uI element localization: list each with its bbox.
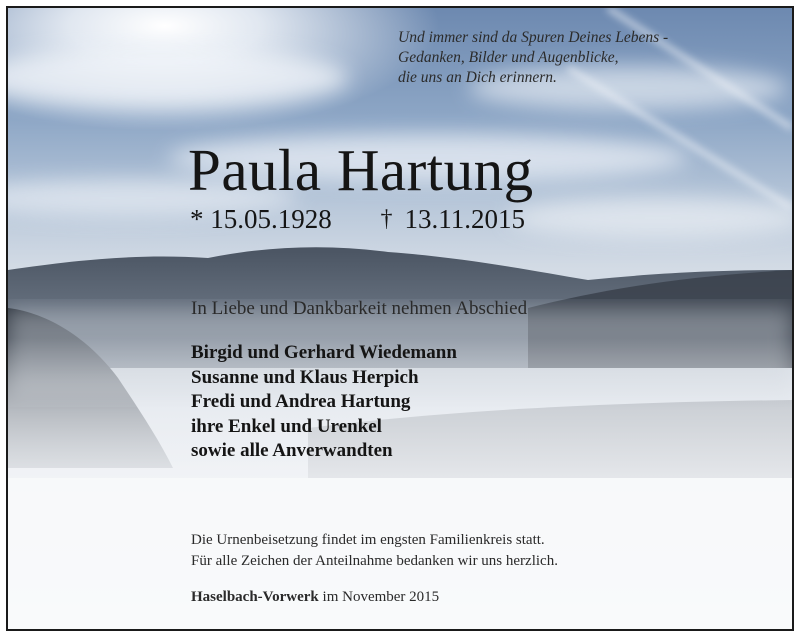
death-part: [381, 204, 526, 235]
mourners-list: [191, 341, 457, 464]
mourner-line: Birgid und Gerhard Wiedemann: [191, 342, 457, 363]
death-date: 13.11.2015: [404, 204, 525, 234]
obituary-notice: [6, 6, 794, 631]
closing-line: Für alle Zeichen der Anteilnahme bedanken wir uns herzlich.: [191, 553, 558, 569]
place-date: im November 2015: [322, 589, 440, 605]
life-dates: [190, 204, 525, 235]
verse-line: Und immer sind da Spuren Deines Lebens -: [398, 29, 669, 46]
farewell-intro: In Liebe und Dankbarkeit nehmen Abschied: [191, 298, 528, 319]
mourner-line: sowie alle Anverwandten: [191, 440, 393, 461]
verse-line: Gedanken, Bilder und Augenblicke,: [398, 49, 619, 66]
place-and-date: [191, 589, 439, 606]
mourner-line: ihre Enkel und Urenkel: [191, 415, 382, 437]
birth-part: [190, 204, 332, 235]
place-town: Haselbach-Vorwerk: [191, 589, 319, 605]
dagger-icon: †: [380, 206, 393, 232]
closing-line: Die Urnenbeisetzung findet im engsten Familienkreis statt.: [191, 532, 545, 548]
mourner-line: Fredi und Andrea Hartung: [191, 391, 411, 412]
memorial-verse: [398, 28, 668, 88]
birth-date: 15.05.1928: [210, 204, 332, 234]
deceased-name: Paula Hartung: [188, 137, 534, 203]
birth-star-icon: *: [190, 204, 204, 234]
closing-remarks: [191, 530, 558, 572]
mourner-line: Susanne und Klaus Herpich: [191, 366, 419, 388]
verse-line: die uns an Dich erinnern.: [398, 69, 557, 86]
